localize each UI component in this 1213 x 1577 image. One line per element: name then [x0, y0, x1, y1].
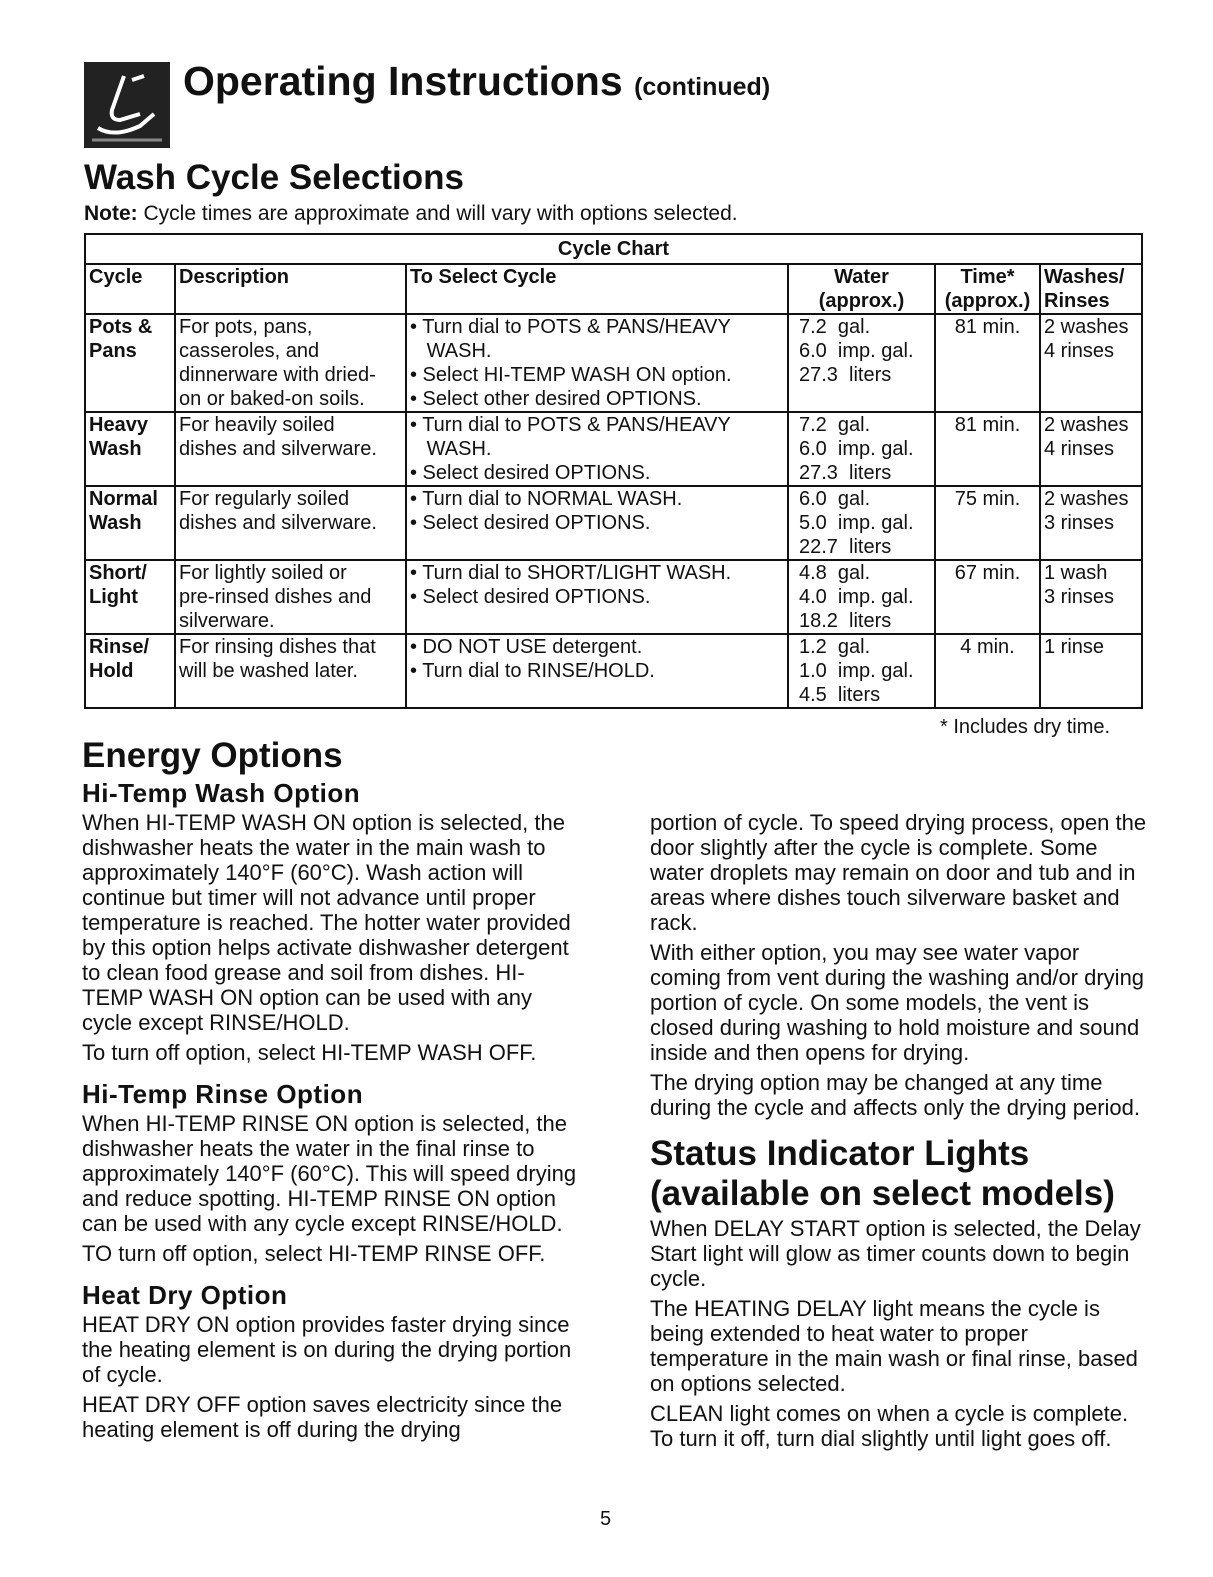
dishwasher-hand-icon: [84, 62, 170, 148]
cycle-description: For regularly soiled dishes and silverware.: [175, 486, 406, 560]
cycle-chart-header-row: [85, 264, 1142, 314]
page-number: 5: [600, 1508, 612, 1530]
paragraph: TO turn off option, select HI-TEMP RINSE OFF.: [82, 1241, 546, 1266]
cycle-name: Heavy Wash: [85, 412, 175, 486]
section-title-status-lights: Status Indicator Lights (available on select models): [650, 1134, 1115, 1213]
cycle-water: 4.8 gal. 4.0 imp. gal. 18.2 liters: [788, 560, 935, 634]
heading-hi-temp-wash: Hi-Temp Wash Option: [82, 778, 361, 808]
table-row: [85, 412, 1142, 486]
section-title-wash-cycle: Wash Cycle Selections: [84, 158, 464, 197]
cycle-time-note: Note: Cycle times are approximate and will vary with options selected.: [84, 202, 738, 225]
table-row: [85, 314, 1142, 412]
header-to-select: To Select Cycle: [406, 264, 788, 314]
paragraph: HEAT DRY ON option provides faster drying since the heating element is on during the drying portion of cycle.: [82, 1312, 572, 1387]
cycle-description: For lightly soiled or pre-rinsed dishes and silverware.: [175, 560, 406, 634]
cycle-chart-caption: Cycle Chart: [85, 234, 1142, 264]
cycle-description: For pots, pans, casseroles, and dinnerware with dried- on or baked-on soils.: [175, 314, 406, 412]
cycle-washes: 1 wash 3 rinses: [1040, 560, 1142, 634]
cycle-time: 81 min.: [935, 412, 1040, 486]
cycle-water: 6.0 gal. 5.0 imp. gal. 22.7 liters: [788, 486, 935, 560]
cycle-time: 81 min.: [935, 314, 1040, 412]
cycle-water: 1.2 gal. 1.0 imp. gal. 4.5 liters: [788, 634, 935, 708]
cycle-washes: 2 washes 3 rinses: [1040, 486, 1142, 560]
cycle-water: 7.2 gal. 6.0 imp. gal. 27.3 liters: [788, 412, 935, 486]
heading-hi-temp-rinse: Hi-Temp Rinse Option: [82, 1079, 364, 1109]
paragraph: To turn off option, select HI-TEMP WASH OFF.: [82, 1040, 537, 1065]
table-row: [85, 560, 1142, 634]
header-time: Time* (approx.): [935, 264, 1040, 314]
cycle-time: 75 min.: [935, 486, 1040, 560]
cycle-description: For heavily soiled dishes and silverware.: [175, 412, 406, 486]
cycle-select-steps: • DO NOT USE detergent. • Turn dial to RINSE/HOLD.: [406, 634, 788, 708]
cycle-washes: 1 rinse: [1040, 634, 1142, 708]
section-title-energy-options: Energy Options: [82, 736, 343, 775]
paragraph: With either option, you may see water vapor coming from vent during the washing and/or drying portion of cycle. On some models, the vent is closed during washing to hold moisture and sound inside and then opens for drying.: [650, 940, 1145, 1065]
right-column: [650, 810, 1150, 1456]
cycle-time: 67 min.: [935, 560, 1040, 634]
cycle-description: For rinsing dishes that will be washed later.: [175, 634, 406, 708]
paragraph: HEAT DRY OFF option saves electricity since the heating element is off during the drying: [82, 1392, 563, 1442]
cycle-name: Rinse/ Hold: [85, 634, 175, 708]
paragraph: portion of cycle. To speed drying process, open the door slightly after the cycle is complete. Some water droplets may remain on door and tub and in areas where dishes touch silverware basket and rack.: [650, 810, 1147, 935]
header-description: Description: [175, 264, 406, 314]
heading-heat-dry: Heat Dry Option: [82, 1280, 288, 1310]
cycle-select-steps: • Turn dial to NORMAL WASH. • Select desired OPTIONS.: [406, 486, 788, 560]
paragraph: When HI-TEMP RINSE ON option is selected, the dishwasher heats the water in the final rinse to approximately 140°F (60°C). This will speed drying and reduce spotting. HI-TEMP RINSE ON option can be used with any cycle except RINSE/HOLD.: [82, 1111, 577, 1236]
cycle-time: 4 min.: [935, 634, 1040, 708]
cycle-select-steps: • Turn dial to POTS & PANS/HEAVY WASH. • Select HI-TEMP WASH ON option. • Select other desired OPTIONS.: [406, 314, 788, 412]
cycle-chart-table: [84, 233, 1143, 709]
table-row: [85, 634, 1142, 708]
paragraph: When DELAY START option is selected, the Delay Start light will glow as timer counts down to begin cycle.: [650, 1216, 1141, 1291]
page-title: Operating Instructions (continued): [183, 58, 771, 104]
cycle-select-steps: • Turn dial to POTS & PANS/HEAVY WASH. • Select desired OPTIONS.: [406, 412, 788, 486]
header-washes-rinses: Washes/ Rinses: [1040, 264, 1142, 314]
cycle-water: 7.2 gal. 6.0 imp. gal. 27.3 liters: [788, 314, 935, 412]
header-water: Water (approx.): [788, 264, 935, 314]
left-column: [82, 736, 582, 1447]
cycle-washes: 2 washes 4 rinses: [1040, 314, 1142, 412]
header-cycle: Cycle: [85, 264, 175, 314]
table-row: [85, 486, 1142, 560]
paragraph: When HI-TEMP WASH ON option is selected, the dishwasher heats the water in the main wash to approximately 140°F (60°C). Wash action will continue but timer will not advance until proper temperature is reached. The hotter water provided by this option helps activate dishwasher detergent to clean food grease and soil from dishes. HI-TEMP WASH ON option can be used with any cycle except RINSE/HOLD.: [82, 810, 571, 1035]
paragraph: CLEAN light comes on when a cycle is complete. To turn it off, turn dial slightly until light goes off.: [650, 1401, 1129, 1451]
paragraph: The drying option may be changed at any time during the cycle and affects only the drying period.: [650, 1070, 1141, 1120]
cycle-washes: 2 washes 4 rinses: [1040, 412, 1142, 486]
cycle-select-steps: • Turn dial to SHORT/LIGHT WASH. • Select desired OPTIONS.: [406, 560, 788, 634]
cycle-name: Short/ Light: [85, 560, 175, 634]
cycle-name: Normal Wash: [85, 486, 175, 560]
paragraph: The HEATING DELAY light means the cycle is being extended to heat water to proper temperature in the main wash or final rinse, based on options selected.: [650, 1296, 1138, 1396]
table-footnote: * Includes dry time.: [940, 716, 1111, 738]
cycle-name: Pots & Pans: [85, 314, 175, 412]
